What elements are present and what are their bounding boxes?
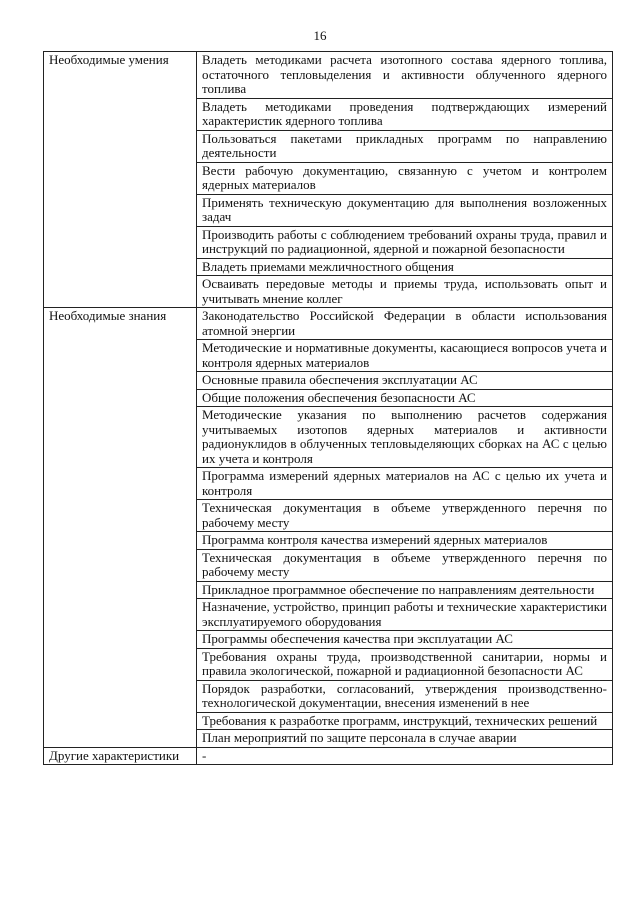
requirement-item: Пользоваться пакетами прикладных программ по направлению деятельности — [197, 130, 613, 162]
requirement-item: Осваивать передовые методы и приемы труда, использовать опыт и учитывать мнение коллег — [197, 276, 613, 308]
requirement-item: Назначение, устройство, принцип работы и технические характеристики эксплуатируемого оборудования — [197, 599, 613, 631]
requirement-item: Программа контроля качества измерений ядерных материалов — [197, 532, 613, 550]
requirement-item: Программы обеспечения качества при эксплуатации АС — [197, 631, 613, 649]
qualification-table — [43, 51, 613, 765]
requirement-item: Владеть приемами межличностного общения — [197, 258, 613, 276]
requirement-item: Применять техническую документацию для выполнения возложенных задач — [197, 194, 613, 226]
requirement-item: Владеть методиками проведения подтверждающих измерений характеристик ядерного топлива — [197, 98, 613, 130]
requirement-item: - — [197, 747, 613, 765]
requirement-item: Методические указания по выполнению расчетов содержания учитываемых изотопов ядерных материалов и активности радионуклидов в облученных тепловыделяющих сборках на АС с целью их учета и контроля — [197, 407, 613, 468]
table-row — [44, 52, 613, 99]
requirement-item: Вести рабочую документацию, связанную с учетом и контролем ядерных материалов — [197, 162, 613, 194]
requirement-item: Владеть методиками расчета изотопного состава ядерного топлива, остаточного тепловыделения и активности облученного ядерного топлива — [197, 52, 613, 99]
requirement-item: Общие положения обеспечения безопасности АС — [197, 389, 613, 407]
page-number: 16 — [313, 28, 327, 43]
requirement-item: Техническая документация в объеме утвержденного перечня по рабочему месту — [197, 500, 613, 532]
requirement-item: Требования к разработке программ, инструкций, технических решений — [197, 712, 613, 730]
requirement-item: Техническая документация в объеме утвержденного перечня по рабочему месту — [197, 549, 613, 581]
requirement-item: План мероприятий по защите персонала в случае аварии — [197, 730, 613, 748]
section-label: Другие характеристики — [44, 747, 197, 765]
requirement-item: Программа измерений ядерных материалов на АС с целью их учета и контроля — [197, 468, 613, 500]
table-row — [44, 747, 613, 765]
requirement-item: Производить работы с соблюдением требований охраны труда, правил и инструкций по радиационной, ядерной и пожарной безопасности — [197, 226, 613, 258]
section-label: Необходимые умения — [44, 52, 197, 308]
requirement-item: Требования охраны труда, производственной санитарии, нормы и правила экологической, пожарной и радиационной безопасности АС — [197, 648, 613, 680]
table-row — [44, 308, 613, 340]
requirement-item: Методические и нормативные документы, касающиеся вопросов учета и контроля ядерных материалов — [197, 340, 613, 372]
requirement-item: Основные правила обеспечения эксплуатации АС — [197, 372, 613, 390]
requirement-item: Порядок разработки, согласований, утверждения производственно-технологической документации, внесения изменений в нее — [197, 680, 613, 712]
section-label: Необходимые знания — [44, 308, 197, 748]
requirement-item: Законодательство Российской Федерации в области использования атомной энергии — [197, 308, 613, 340]
requirement-item: Прикладное программное обеспечение по направлениям деятельности — [197, 581, 613, 599]
